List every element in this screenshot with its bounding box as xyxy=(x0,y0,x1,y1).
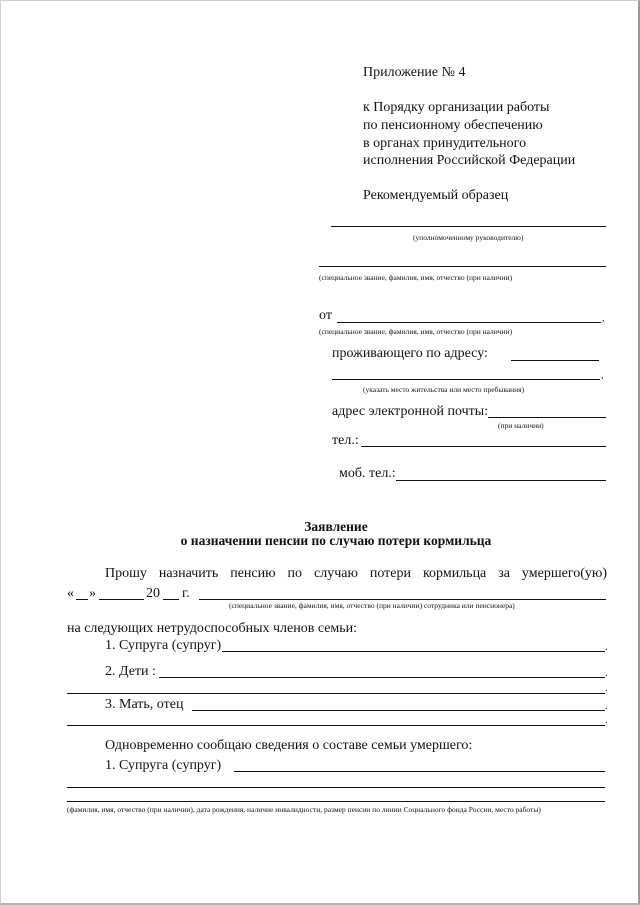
email-caption: (при наличии) xyxy=(498,421,544,430)
date-close-quote: » xyxy=(89,586,96,601)
member-children-line-2 xyxy=(67,693,605,694)
address-label: проживающего по адресу: xyxy=(332,346,488,361)
rank-line xyxy=(319,266,606,267)
member-parents-dot-2: . xyxy=(605,715,608,726)
member-spouse-label: 1. Супруга (супруг) xyxy=(105,638,222,653)
address-line-2 xyxy=(332,379,600,380)
statement-subtitle: о назначении пенсии по случаю потери кормильца xyxy=(180,533,492,548)
family-spouse-label: 1. Супруга (супруг) xyxy=(105,758,222,773)
phone-line xyxy=(361,446,606,447)
family-spouse-line-1 xyxy=(234,771,605,772)
members-intro: на следующих нетрудоспособных членов семьи: xyxy=(67,621,358,636)
from-caption: (специальное звание, фамилия, имя, отчество (при наличии) xyxy=(319,327,513,336)
appendix-ref-line-1: к Порядку организации работы xyxy=(363,100,550,115)
year-suffix: г. xyxy=(182,586,190,601)
family-spouse-line-2 xyxy=(67,787,605,788)
member-parents-line-1 xyxy=(192,710,605,711)
appendix-ref-line-2: по пенсионному обеспечению xyxy=(363,118,543,133)
appendix-ref-line-3: в органах принудительного xyxy=(363,136,527,151)
rank-caption: (специальное звание, фамилия, имя, отчество (при наличии) xyxy=(319,273,513,282)
request-text: Прошу назначить пенсию по случаю потери кормильца за умершего(ую) xyxy=(105,566,607,581)
member-children-label: 2. Дети : xyxy=(105,664,156,679)
member-children-line-1 xyxy=(159,677,605,678)
deceased-line xyxy=(199,599,606,600)
email-line xyxy=(488,417,606,418)
from-label: от xyxy=(319,308,332,323)
day-line xyxy=(76,599,88,600)
from-line xyxy=(337,322,601,323)
address-caption: (указать место жительства или место пребывания) xyxy=(363,385,525,394)
appendix-title: Приложение № 4 xyxy=(363,65,466,80)
family-spouse-line-3 xyxy=(67,801,605,802)
appendix-ref-line-4: исполнения Российской Федерации xyxy=(363,153,576,168)
phone-label: тел.: xyxy=(332,433,359,448)
sample-label: Рекомендуемый образец xyxy=(363,188,509,203)
head-caption: (уполномоченному руководителю) xyxy=(413,233,524,242)
year-line xyxy=(163,599,179,600)
address-comma: , xyxy=(601,370,604,381)
email-label: адрес электронной почты: xyxy=(332,404,489,419)
member-parents-label: 3. Мать, отец xyxy=(105,697,184,712)
head-line xyxy=(331,226,606,227)
month-line xyxy=(99,599,144,600)
family-caption: (фамилия, имя, отчество (при наличии), дата рождения, наличие инвалидности, размер пенсии по линии Социального фонда России, место работы) xyxy=(67,805,541,814)
from-comma: , xyxy=(602,313,605,324)
member-parents-line-2 xyxy=(67,725,605,726)
member-spouse-line xyxy=(222,651,605,652)
family-intro: Одновременно сообщаю сведения о составе семьи умершего: xyxy=(105,738,473,753)
member-parents-dot: . xyxy=(605,701,608,712)
mobile-line xyxy=(396,480,606,481)
member-spouse-dot: . xyxy=(605,642,608,653)
mobile-label: моб. тел.: xyxy=(339,466,396,481)
member-children-dot: . xyxy=(605,668,608,679)
deceased-caption: (специальное звание, фамилия, имя, отчество (при наличии) сотрудника или пенсионера) xyxy=(229,601,515,610)
date-open-quote: « xyxy=(67,586,74,601)
address-line-1 xyxy=(511,360,599,361)
statement-title: Заявление xyxy=(304,519,368,534)
year-prefix: 20 xyxy=(146,586,160,601)
member-children-dot-2: . xyxy=(605,683,608,694)
